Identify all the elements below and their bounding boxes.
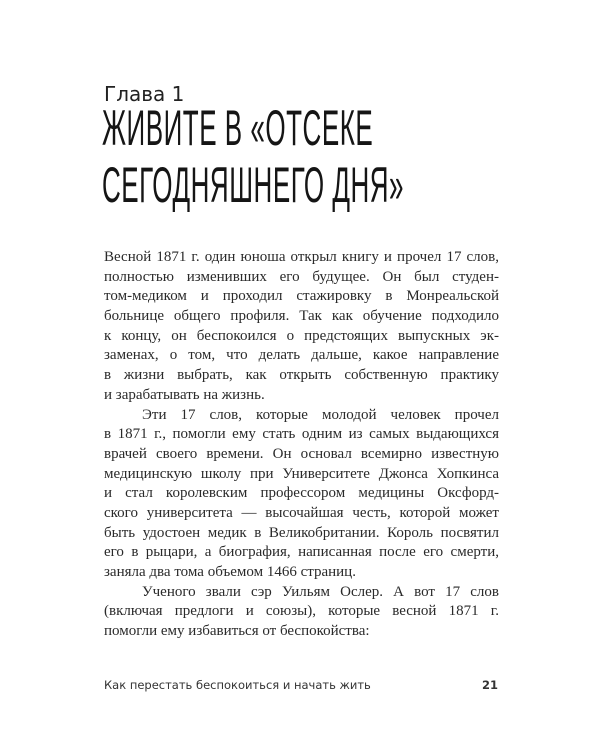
text-line: Эти 17 слов, которые молодой человек прочел: [142, 406, 499, 423]
running-title: Как перестать беспокоиться и начать жить: [104, 678, 371, 692]
body-text: [104, 248, 499, 642]
text-line: заняла два тома объемом 1466 страниц.: [104, 564, 356, 580]
chapter-title: [102, 100, 404, 214]
text-line: полностью изменивших его будущее. Он был студен-: [104, 268, 499, 285]
paragraph: [104, 406, 499, 583]
text-line: больнице общего профиля. Так как обучение подходило: [104, 308, 499, 325]
text-line: ского университета — высочайшая честь, которой может: [104, 504, 499, 521]
text-line: том-медиком и проходил стажировку в Монреальской: [104, 288, 499, 305]
chapter-label: Глава 1: [104, 82, 185, 106]
paragraph: [104, 583, 499, 642]
text-line: и стал королевским профессором медицины Оксфорд-: [104, 485, 499, 502]
text-line: медицинскую школу при Университете Джонса Хопкинса: [104, 465, 499, 482]
text-line: Ученого звали сэр Уильям Ослер. А вот 17 слов: [142, 583, 499, 600]
text-line: врачей своего времени. Он основал всемирно известную: [104, 445, 499, 462]
page-number: 21: [481, 678, 498, 692]
paragraph: [104, 248, 499, 406]
chapter-title-line: СЕГОДНЯШНЕГО ДНЯ»: [102, 157, 405, 213]
page-footer: [104, 678, 498, 692]
text-line: заменах, о том, что делать дальше, какое направление: [104, 347, 499, 364]
chapter-title-line: ЖИВИТЕ В «ОТСЕКЕ: [102, 100, 374, 156]
text-line: быть удостоен медик в Великобритании. Король посвятил: [104, 524, 499, 541]
text-line: и зарабатывать на жизнь.: [104, 386, 265, 403]
text-line: к концу, он беспокоился о предстоящих выпускных эк-: [104, 327, 499, 344]
text-line: в 1871 г., помогли ему стать одним из самых выдающихся: [104, 426, 499, 443]
text-line: помогли ему избавиться от беспокойства:: [104, 623, 370, 640]
text-line: в жизни выбрать, как открыть собственную практику: [104, 367, 499, 384]
text-line: Весной 1871 г. один юноша открыл книгу и прочел 17 слов,: [104, 249, 499, 265]
text-line: его в рыцари, а биография, написанная после его смерти,: [104, 544, 499, 561]
text-line: (включая предлоги и союзы), которые весной 1871 г.: [104, 603, 499, 620]
